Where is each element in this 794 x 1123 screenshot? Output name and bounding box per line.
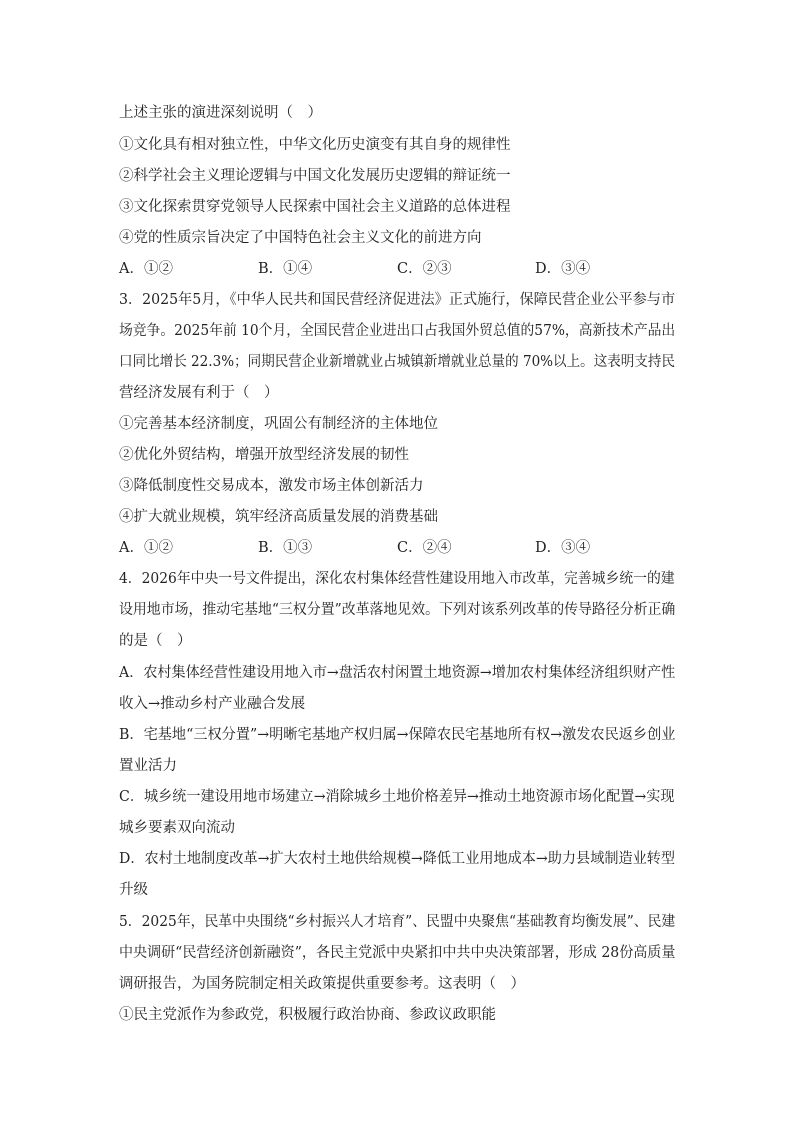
q2-option-b[interactable]: B．①④ <box>258 261 313 277</box>
q4-stem-line-2: 设用地市场，推动宅基地“三权分置”改革落地见效。下列对该系列改革的传导路径分析正确 <box>119 602 676 618</box>
q3-stem-line-3: 口同比增长 22.3%；同期民营企业新增就业占城镇新增就业总量的 70%以上。这表明支持民 <box>119 354 676 370</box>
q2-statement-3: ③文化探索贯穿党领导人民探索中国社会主义道路的总体进程 <box>119 199 511 215</box>
q3-statement-4: ④扩大就业规模，筑牢经济高质量发展的消费基础 <box>119 509 438 525</box>
q3-option-b[interactable]: B．①③ <box>258 540 313 556</box>
q4-option-d-line-2[interactable]: 升级 <box>119 882 148 898</box>
q3-stem-line-4: 营经济发展有利于（ ） <box>119 385 279 401</box>
q2-statement-4: ④党的性质宗旨决定了中国特色社会主义文化的前进方向 <box>119 230 482 246</box>
q5-stem-line-1: 5．2025年，民革中央围绕“乡村振兴人才培育”、民盟中央聚焦“基础教育均衡发展”、民建 <box>119 914 676 930</box>
q3-stem-line-1: 3．2025年5月，《中华人民共和国民营经济促进法》正式施行，保障民营企业公平参与市 <box>119 292 676 308</box>
q4-option-a-line-1[interactable]: A．农村集体经营性建设用地入市→盘活农村闲置土地资源→增加农村集体经济组织财产性 <box>119 665 676 681</box>
q2-statement-1: ①文化具有相对独立性，中华文化历史演变有其自身的规律性 <box>119 137 511 153</box>
q2-option-d[interactable]: D．③④ <box>535 261 591 277</box>
q5-stem-line-3: 调研报告，为国务院制定相关政策提供重要参考。这表明（ ） <box>119 976 525 992</box>
q3-statement-3: ③降低制度性交易成本，激发市场主体创新活力 <box>119 478 424 494</box>
q4-stem-line-3: 的是（ ） <box>119 633 192 649</box>
q2-option-a[interactable]: A．①② <box>119 261 173 277</box>
q4-option-a-line-2[interactable]: 收入→推动乡村产业融合发展 <box>119 696 306 712</box>
q4-option-b-line-2[interactable]: 置业活力 <box>119 758 177 774</box>
q5-stem-line-2: 中央调研“民营经济创新融资”，各民主党派中央紧扣中共中央决策部署，形成 28份高质量 <box>119 945 676 961</box>
q4-option-c-line-2[interactable]: 城乡要素双向流动 <box>119 820 235 836</box>
q3-statement-1: ①完善基本经济制度，巩固公有制经济的主体地位 <box>119 416 438 432</box>
q2-statement-2: ②科学社会主义理论逻辑与中国文化发展历史逻辑的辩证统一 <box>119 168 511 184</box>
q3-statement-2: ②优化外贸结构，增强开放型经济发展的韧性 <box>119 447 409 463</box>
q3-stem-line-2: 场竞争。2025年前 10个月，全国民营企业进出口占我国外贸总值的57%，高新技术产品出 <box>119 323 676 339</box>
q3-option-c[interactable]: C．②④ <box>397 540 452 556</box>
q2-option-c[interactable]: C．②③ <box>397 261 452 277</box>
q4-option-d-line-1[interactable]: D．农村土地制度改革→扩大农村土地供给规模→降低工业用地成本→助力县域制造业转型 <box>119 851 676 867</box>
q4-stem-line-1: 4．2026年中央一号文件提出，深化农村集体经营性建设用地入市改革，完善城乡统一的建 <box>119 571 675 587</box>
q5-statement-1: ①民主党派作为参政党，积极履行政治协商、参政议政职能 <box>119 1007 496 1023</box>
q4-option-b-line-1[interactable]: B．宅基地“三权分置”→明晰宅基地产权归属→保障农民宅基地所有权→激发农民返乡创业 <box>119 727 676 743</box>
q4-option-c-line-1[interactable]: C．城乡统一建设用地市场建立→消除城乡土地价格差异→推动土地资源市场化配置→实现 <box>119 789 675 805</box>
q3-option-a[interactable]: A．①② <box>119 540 173 556</box>
q2-stem: 上述主张的演进深刻说明（ ） <box>119 105 322 121</box>
q3-option-d[interactable]: D．③④ <box>535 540 591 556</box>
